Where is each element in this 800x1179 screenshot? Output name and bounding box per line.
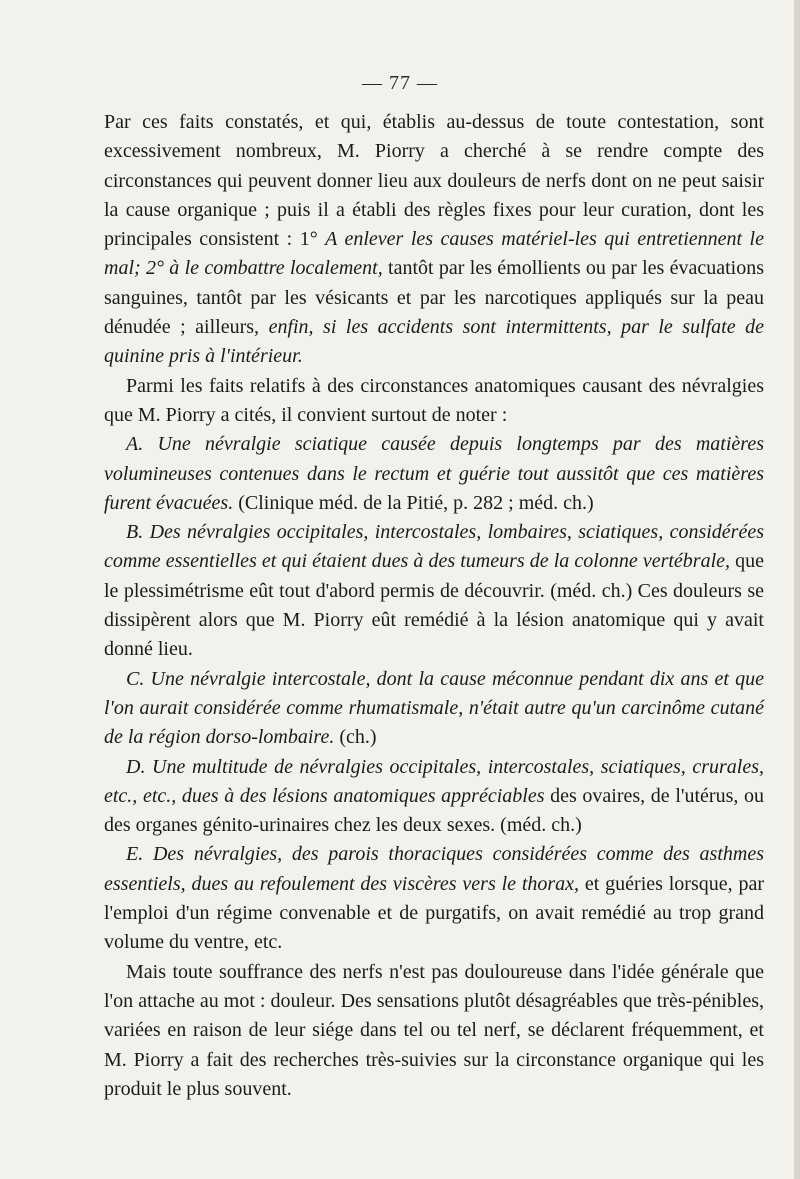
paragraph-3: Mais toute souffrance des nerfs n'est pas douloureuse dans l'idée générale que l'on attache au mot : douleur. Des sensations plutôt désagréables que très-pénibles, variées en raison de leur siége dans tel ou tel nerf, se déclarent fréquemment, et M. Piorry a fait des recherches très-suivies sur la circonstance organique qui les produit le plus souvent. <box>104 960 764 1100</box>
item-c: C. Une névralgie intercostale, dont la cause méconnue pendant dix ans et que l'on aurait considérée comme rhumatismale, n'était autre qu'un carcinôme cutané de la région dorso-lombaire. (ch.) <box>104 667 764 749</box>
paragraph-2: Parmi les faits relatifs à des circonstances anatomiques causant des névralgies que M. Piorry a cités, il convient surtout de noter : <box>104 374 764 426</box>
page-number: — 77 — <box>362 72 438 94</box>
item-b: B. Des névralgies occipitales, intercostales, lombaires, sciatiques, considérées comme essentielles et qui étaient dues à des tumeurs de la colonne vertébrale, que le plessimétrisme eût tout d'abord permis de découvrir. (méd. ch.) Ces douleurs se dissipèrent alors que M. Piorry eût remédié à la lésion anatomique qui y avait donné lieu. <box>104 521 764 661</box>
item-d: D. Une multitude de névralgies occipitales, intercostales, sciatiques, crurales, etc., etc., dues à des lésions anatomiques appréciables des ovaires, de l'utérus, ou des organes génito-urinaires chez les deux sexes. (méd. ch.) <box>104 755 764 837</box>
paragraph-1: Par ces faits constatés, et qui, établis au-dessus de toute contestation, sont excessivement nombreux, M. Piorry a cherché à se rendre compte des circonstances qui peuvent donner lieu aux douleurs de nerfs dont on ne peut saisir la cause organique ; puis il a établi des règles fixes pour leur curation, dont les principales consistent : 1° A enlever les causes matériel-les qui entretiennent le mal; 2° à le combattre localement, tantôt par les émollients ou par les évacuations sanguines, tantôt par les vésicants et par les narcotiques appliqués sur la peau dénudée ; ailleurs, enfin, si les accidents sont intermittents, par le sulfate de quinine pris à l'intérieur. <box>104 111 765 368</box>
item-a: A. Une névralgie sciatique causée depuis longtemps par des matières volumineuses contenues dans le rectum et guérie tout aussitôt que ces matières furent évacuées. (Clinique méd. de la Pitié, p. 282 ; méd. ch.) <box>104 433 764 514</box>
body-text <box>104 108 764 1104</box>
item-e: E. Des névralgies, des parois thoraciques considérées comme des asthmes essentiels, dues au refoulement des viscères vers le thorax, et guéries lorsque, par l'emploi d'un régime convenable et de purgatifs, on avait remédié au trop grand volume du ventre, etc. <box>104 843 764 954</box>
